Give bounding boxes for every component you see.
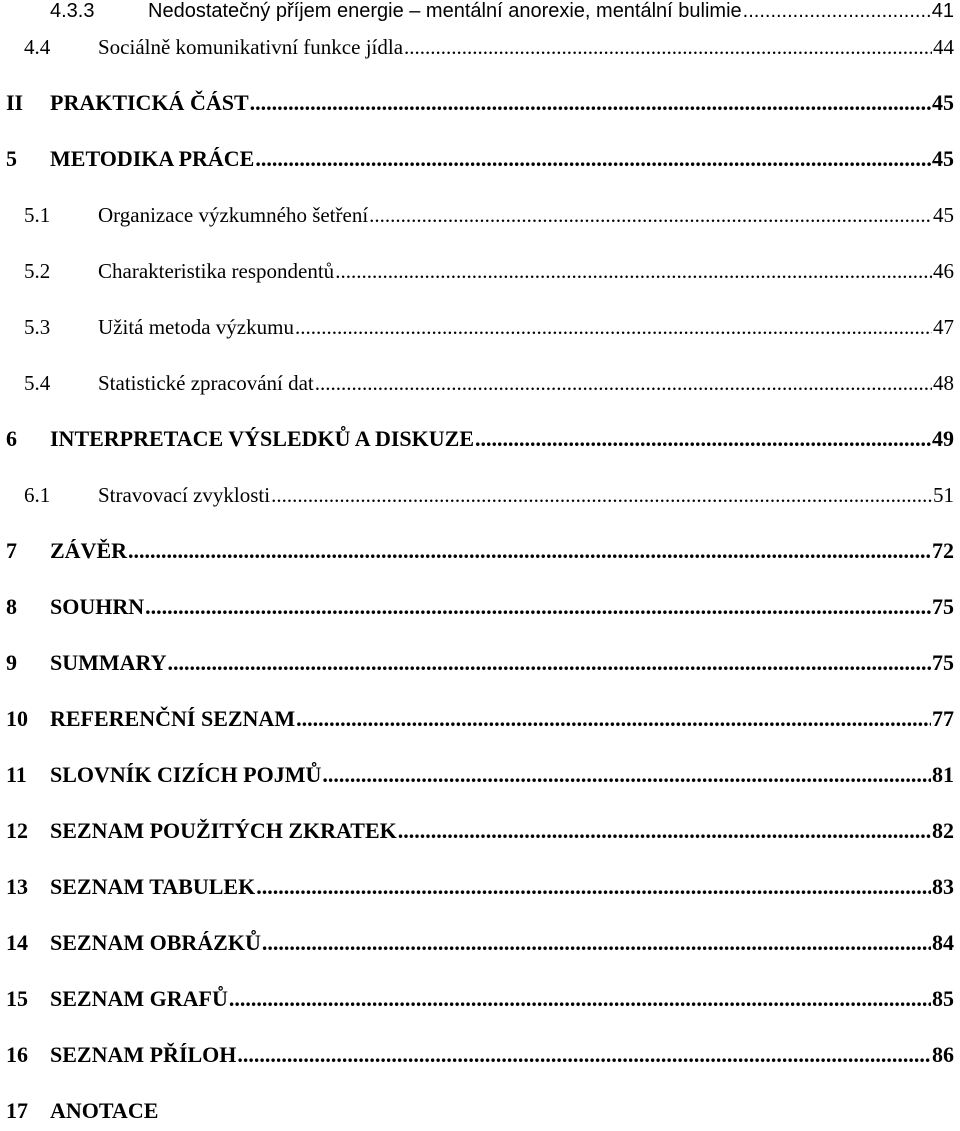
toc-entry-leader-dots	[743, 0, 931, 24]
toc-entry[interactable]	[6, 416, 954, 452]
toc-entry-number: 9	[6, 650, 17, 675]
toc-entry-title: SEZNAM OBRÁZKŮ	[50, 930, 261, 955]
toc-entry-number: 6.1	[24, 483, 51, 507]
toc-entry-page-number: 44	[933, 35, 954, 59]
toc-entry[interactable]	[6, 80, 954, 116]
toc-entry[interactable]	[6, 136, 954, 172]
toc-entry-page-number: 81	[932, 762, 954, 787]
toc-entry-title: Sociálně komunikativní funkce jídla	[98, 35, 404, 59]
toc-entry-number: 14	[6, 930, 28, 955]
toc-entry[interactable]	[6, 360, 954, 396]
toc-entry[interactable]	[6, 696, 954, 732]
toc-entry[interactable]	[6, 864, 954, 900]
toc-entry-number: 4.4	[24, 35, 51, 59]
toc-entry-number: 13	[6, 874, 28, 899]
toc-entry[interactable]	[6, 1088, 954, 1124]
toc-entry-number: 10	[6, 706, 28, 731]
toc-entry-page-number: 77	[932, 706, 954, 731]
toc-entry-page-number: 51	[933, 483, 954, 507]
toc-entry-leader-dots	[255, 146, 931, 172]
toc-entry-number: 4.3.3	[50, 0, 95, 22]
toc-entry-page-number: 45	[932, 90, 954, 115]
toc-entry-page-number: 75	[932, 650, 954, 675]
toc-entry-number: 15	[6, 986, 28, 1011]
toc-entry[interactable]	[6, 528, 954, 564]
toc-entry-page-number: 45	[933, 203, 954, 227]
toc-entry-number: 16	[6, 1042, 28, 1067]
toc-entry-title: Charakteristika respondentů	[98, 259, 335, 283]
toc-entry-page-number: 85	[932, 986, 954, 1011]
toc-entry-page-number: 82	[932, 818, 954, 843]
toc-entry-title: Statistické zpracování dat	[98, 371, 314, 395]
toc-entry-number: 5.3	[24, 315, 51, 339]
toc-entry[interactable]	[6, 584, 954, 620]
toc-entry-leader-dots	[128, 538, 931, 564]
toc-entry[interactable]	[6, 752, 954, 788]
toc-entry[interactable]	[6, 24, 954, 60]
toc-entry-leader-dots	[168, 650, 931, 676]
toc-entry-leader-dots	[250, 90, 931, 116]
toc-entry-leader-dots	[296, 706, 931, 732]
toc-entry-title: Nedostatečný příjem energie – mentální anorexie, mentální bulimie	[148, 0, 742, 22]
toc-entry-leader-dots	[404, 34, 932, 60]
toc-entry[interactable]	[6, 248, 954, 284]
toc-entry-leader-dots	[145, 594, 931, 620]
toc-entry-number: II	[6, 90, 24, 115]
toc-entry-title: SUMMARY	[50, 650, 167, 675]
toc-entry-leader-dots	[256, 874, 931, 900]
toc-entry-leader-dots	[475, 426, 931, 452]
toc-entry-page-number: 72	[932, 538, 954, 563]
toc-entry-number: 11	[6, 762, 27, 787]
toc-entry-title: METODIKA PRÁCE	[50, 146, 255, 171]
toc-entry[interactable]	[6, 472, 954, 508]
toc-entry-number: 5.4	[24, 371, 51, 395]
toc-entry-title: SEZNAM TABULEK	[50, 874, 256, 899]
toc-entry-page-number: 75	[932, 594, 954, 619]
toc-entry-number: 6	[6, 426, 17, 451]
toc-entry-leader-dots	[237, 1042, 931, 1068]
toc-entry-number: 8	[6, 594, 17, 619]
toc-entry-number: 5	[6, 146, 17, 171]
toc-entry-leader-dots	[295, 314, 932, 340]
toc-entry-page-number: 41	[931, 0, 954, 22]
toc-entry-leader-dots	[229, 986, 931, 1012]
toc-entry-leader-dots	[369, 202, 932, 228]
toc-entry[interactable]	[6, 192, 954, 228]
toc-entry-title: SLOVNÍK CIZÍCH POJMŮ	[50, 762, 322, 787]
toc-entry[interactable]	[6, 304, 954, 340]
toc-entry-page-number: 49	[932, 426, 954, 451]
toc-entry-page-number: 47	[933, 315, 954, 339]
toc-entry-title: ZÁVĚR	[50, 538, 128, 563]
toc-entry-page-number: 84	[932, 930, 954, 955]
toc-entry-leader-dots	[271, 482, 932, 508]
toc-entry-title: Organizace výzkumného šetření	[98, 203, 369, 227]
toc-entry-page-number: 45	[932, 146, 954, 171]
toc-entry-leader-dots	[315, 370, 932, 396]
toc-entry[interactable]	[6, 0, 954, 24]
toc-entry[interactable]	[6, 976, 954, 1012]
toc-entry[interactable]	[6, 640, 954, 676]
toc-entry-page-number: 83	[932, 874, 954, 899]
toc-entry-number: 17	[6, 1098, 28, 1123]
toc-entry-leader-dots	[322, 762, 931, 788]
toc-entry-title: SEZNAM GRAFŮ	[50, 986, 228, 1011]
toc-entry-page-number: 46	[933, 259, 954, 283]
toc-entry-title: Stravovací zvyklosti	[98, 483, 271, 507]
toc-entry[interactable]	[6, 1032, 954, 1068]
toc-entry-leader-dots	[398, 818, 931, 844]
toc-entry[interactable]	[6, 808, 954, 844]
toc-entry-leader-dots	[335, 258, 932, 284]
toc-entry-title: PRAKTICKÁ ČÁST	[50, 90, 249, 115]
toc-entry-title: ANOTACE	[50, 1098, 159, 1123]
toc-entry[interactable]	[6, 920, 954, 956]
toc-entry-title: Užitá metoda výzkumu	[98, 315, 294, 339]
toc-entry-page-number: 48	[933, 371, 954, 395]
toc-entry-title: SEZNAM POUŽITÝCH ZKRATEK	[50, 818, 397, 843]
toc-entry-title: SOUHRN	[50, 594, 145, 619]
toc-entry-number: 7	[6, 538, 17, 563]
toc-entry-number: 5.1	[24, 203, 51, 227]
toc-entry-title: REFERENČNÍ SEZNAM	[50, 706, 296, 731]
toc-entry-number: 5.2	[24, 259, 51, 283]
toc-entry-title: SEZNAM PŘÍLOH	[50, 1042, 237, 1067]
toc-entry-page-number: 86	[932, 1042, 954, 1067]
toc-entry-leader-dots	[262, 930, 931, 956]
toc-entry-number: 12	[6, 818, 28, 843]
toc-entry-title: INTERPRETACE VÝSLEDKŮ A DISKUZE	[50, 426, 475, 451]
